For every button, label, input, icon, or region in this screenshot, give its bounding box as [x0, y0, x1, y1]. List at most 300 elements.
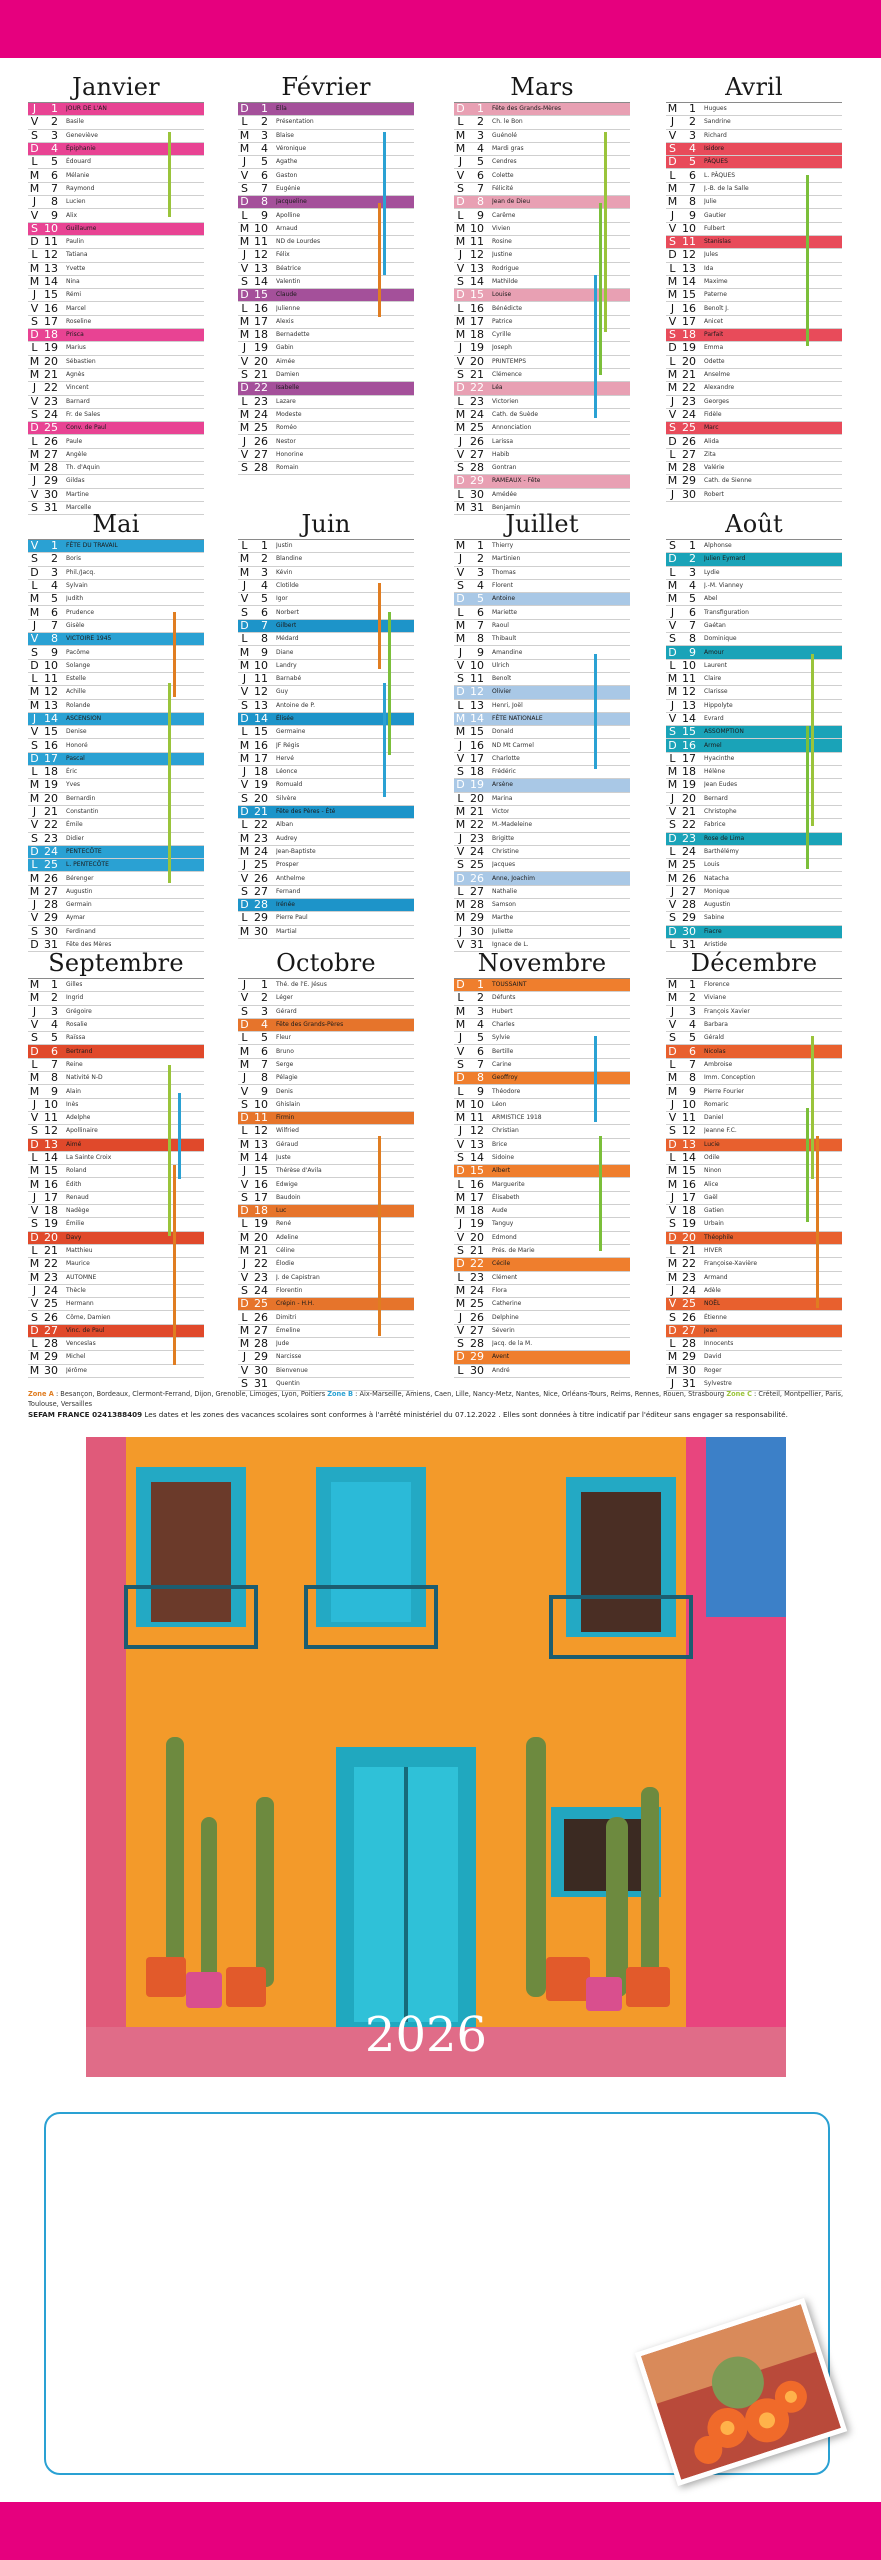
saint-name: Clarisse — [704, 688, 728, 696]
weekday-letter: V — [456, 751, 465, 765]
saint-name: Zita — [704, 450, 716, 458]
saint-name: Maurice — [66, 1260, 90, 1268]
day-number: 1 — [51, 539, 58, 553]
weekday-letter: S — [241, 1377, 248, 1391]
day-row — [238, 369, 414, 382]
holiday-zone-bar — [594, 1036, 597, 1122]
day-row — [666, 1032, 842, 1045]
weekday-letter: V — [30, 1297, 39, 1311]
day-row — [666, 263, 842, 276]
saint-name: Jeanne F.C. — [704, 1127, 737, 1135]
day-row — [28, 899, 204, 912]
saint-name: Thérèse d'Avila — [276, 1167, 322, 1175]
day-number: 9 — [261, 208, 268, 222]
day-number: 13 — [470, 261, 484, 275]
day-row — [28, 1019, 204, 1032]
day-row — [28, 1072, 204, 1085]
day-number: 28 — [682, 461, 696, 475]
saint-name: Léon — [492, 1100, 507, 1108]
saint-name: Nativité N-D — [66, 1074, 103, 1082]
weekday-letter: D — [456, 978, 465, 992]
day-number: 1 — [51, 978, 58, 992]
saint-name: Inès — [66, 1100, 79, 1108]
saint-name: Silvère — [276, 794, 297, 802]
day-row — [666, 1365, 842, 1378]
day-number: 2 — [51, 552, 58, 566]
day-row — [28, 886, 204, 899]
weekday-letter: M — [667, 765, 678, 779]
weekday-letter: J — [242, 434, 247, 448]
weekday-letter: L — [457, 394, 464, 408]
saint-name: Edwige — [276, 1180, 298, 1188]
weekday-letter: L — [31, 765, 38, 779]
day-row — [454, 1285, 630, 1298]
day-number: 31 — [470, 501, 484, 515]
saint-name: François Xavier — [704, 1007, 750, 1015]
day-number: 4 — [51, 579, 58, 593]
saint-name: Monique — [704, 887, 730, 895]
day-row — [666, 329, 842, 342]
saint-name: PRINTEMPS — [492, 357, 527, 365]
day-number: 24 — [470, 844, 484, 858]
day-number: 24 — [682, 407, 696, 421]
saint-name: Gisèle — [66, 621, 85, 629]
day-row — [454, 1085, 630, 1098]
day-number: 7 — [51, 181, 58, 195]
weekday-letter: M — [455, 1204, 466, 1218]
saint-name: Fête des Grands-Pères — [276, 1021, 344, 1029]
day-number: 27 — [254, 884, 268, 898]
saint-name: Prisca — [66, 331, 84, 339]
saint-name: Nestor — [276, 437, 296, 445]
day-number: 29 — [254, 911, 268, 925]
day-row — [666, 462, 842, 475]
weekday-letter: D — [240, 1018, 249, 1032]
weekday-letter: D — [240, 1111, 249, 1125]
day-row — [28, 289, 204, 302]
weekday-letter: L — [31, 1057, 38, 1071]
saint-name: Élodie — [276, 1260, 295, 1268]
saint-name: Michel — [66, 1353, 86, 1361]
day-number: 3 — [261, 1004, 268, 1018]
day-number: 14 — [44, 712, 58, 725]
day-number: 8 — [477, 195, 484, 209]
day-number: 8 — [477, 1071, 484, 1085]
saint-name: Stanislas — [704, 238, 731, 246]
day-number: 27 — [254, 447, 268, 461]
day-list — [238, 102, 414, 475]
saint-name: Conv. de Paul — [66, 424, 107, 432]
saint-name: Denis — [276, 1087, 293, 1095]
weekday-letter: D — [30, 1230, 39, 1244]
day-row — [28, 620, 204, 633]
day-number: 1 — [477, 539, 484, 553]
day-number: 19 — [682, 341, 696, 355]
day-row — [238, 1285, 414, 1298]
weekday-letter: S — [241, 368, 248, 382]
weekday-letter: J — [32, 1097, 37, 1111]
day-number: 26 — [470, 871, 484, 885]
zones-line — [28, 1389, 853, 1409]
day-list — [666, 978, 842, 1391]
weekday-letter: J — [242, 341, 247, 355]
weekday-letter: J — [242, 1350, 247, 1364]
saint-name: Habib — [492, 450, 510, 458]
day-row — [666, 646, 842, 659]
day-number: 8 — [51, 195, 58, 209]
day-number: 21 — [682, 805, 696, 819]
weekday-letter: V — [240, 685, 249, 699]
day-row — [238, 462, 414, 475]
day-row — [28, 606, 204, 619]
day-number: 21 — [44, 1244, 58, 1258]
day-row — [666, 673, 842, 686]
day-row — [28, 1032, 204, 1045]
day-number: 18 — [44, 1204, 58, 1218]
day-number: 22 — [254, 1257, 268, 1271]
saint-name: Landry — [276, 661, 297, 669]
saint-name: Gaston — [276, 171, 298, 179]
weekday-letter: J — [458, 1217, 463, 1231]
weekday-letter: D — [30, 658, 39, 672]
saint-name: Félicité — [492, 184, 514, 192]
day-number: 17 — [470, 314, 484, 328]
day-number: 30 — [682, 487, 696, 501]
day-row — [666, 1325, 842, 1338]
weekday-letter: L — [31, 434, 38, 448]
weekday-letter: D — [668, 552, 677, 566]
saint-name: Rodrigue — [492, 264, 519, 272]
day-number: 12 — [254, 248, 268, 262]
day-row — [454, 422, 630, 435]
saint-name: J.-B. de la Salle — [704, 184, 749, 192]
day-number: 14 — [254, 275, 268, 288]
weekday-letter: M — [455, 314, 466, 328]
day-row — [666, 169, 842, 182]
saint-name: Donald — [492, 728, 514, 736]
weekday-letter: D — [668, 155, 677, 169]
day-number: 10 — [44, 221, 58, 235]
saint-name: Angèle — [66, 450, 87, 458]
saint-name: Bérenger — [66, 874, 94, 882]
weekday-letter: J — [32, 1283, 37, 1297]
day-row — [454, 1059, 630, 1072]
day-row — [238, 1032, 414, 1045]
day-row — [238, 302, 414, 315]
day-number: 6 — [261, 1044, 268, 1058]
day-number: 20 — [682, 791, 696, 805]
day-number: 4 — [689, 579, 696, 593]
weekday-letter: M — [455, 1111, 466, 1125]
saint-name: Julie — [704, 198, 717, 206]
weekday-letter: M — [29, 1071, 40, 1085]
day-row — [238, 886, 414, 899]
day-row — [454, 660, 630, 673]
day-row — [28, 833, 204, 846]
day-row — [454, 620, 630, 633]
day-number: 19 — [682, 1217, 696, 1231]
saint-name: Sébastien — [66, 357, 96, 365]
weekday-letter: M — [29, 447, 40, 461]
day-number: 5 — [51, 155, 58, 169]
day-row — [454, 819, 630, 832]
day-row — [238, 819, 414, 832]
day-row — [28, 462, 204, 475]
weekday-letter: L — [31, 858, 38, 872]
day-number: 31 — [44, 938, 58, 952]
day-row — [28, 739, 204, 752]
day-row — [238, 449, 414, 462]
saint-name: Odette — [704, 357, 725, 365]
saint-name: Alphonse — [704, 542, 732, 550]
day-number: 29 — [682, 474, 696, 488]
day-number: 27 — [470, 1323, 484, 1337]
saint-name: Benoît — [492, 675, 512, 683]
saint-name: Bruno — [276, 1047, 294, 1055]
weekday-letter: M — [239, 1151, 250, 1164]
weekday-letter: L — [241, 632, 248, 646]
day-row — [28, 382, 204, 395]
weekday-letter: J — [32, 1004, 37, 1018]
saint-name: Rolande — [66, 701, 91, 709]
day-row — [666, 819, 842, 832]
saint-name: Aude — [492, 1207, 508, 1215]
saint-name: Didier — [66, 834, 84, 842]
saint-name: Raoul — [492, 621, 509, 629]
saint-name: Blandine — [276, 555, 303, 563]
saint-name: Ulrich — [492, 661, 510, 669]
day-number: 24 — [470, 407, 484, 421]
saint-name: Prudence — [66, 608, 95, 616]
weekday-letter: M — [29, 261, 40, 275]
day-row — [666, 209, 842, 222]
day-row — [666, 979, 842, 992]
day-row — [28, 859, 204, 872]
day-number: 20 — [44, 354, 58, 368]
day-row — [454, 926, 630, 939]
weekday-letter: S — [669, 725, 676, 739]
weekday-letter: V — [240, 871, 249, 885]
day-number: 8 — [51, 1071, 58, 1085]
day-row — [28, 819, 204, 832]
weekday-letter: M — [29, 592, 40, 606]
saint-name: Grégoire — [66, 1007, 92, 1015]
day-number: 10 — [470, 221, 484, 235]
weekday-letter: J — [458, 434, 463, 448]
day-number: 20 — [470, 354, 484, 368]
weekday-letter: J — [458, 1031, 463, 1045]
weekday-letter: V — [30, 1018, 39, 1032]
day-row — [28, 567, 204, 580]
day-row — [28, 1232, 204, 1245]
day-number: 6 — [261, 605, 268, 619]
day-number: 22 — [470, 381, 484, 395]
day-number: 12 — [44, 1124, 58, 1138]
day-number: 13 — [470, 698, 484, 712]
holiday-zone-bar — [173, 612, 176, 698]
day-number: 9 — [51, 1084, 58, 1098]
weekday-letter: L — [669, 261, 676, 275]
day-number: 19 — [254, 341, 268, 355]
saint-name: Crépin - H.H. — [276, 1300, 315, 1308]
weekday-letter: D — [456, 288, 465, 302]
day-number: 4 — [477, 1018, 484, 1032]
day-number: 4 — [51, 1018, 58, 1032]
saint-name: Honoré — [66, 741, 88, 749]
saint-name: L. PENTECÔTE — [66, 861, 109, 869]
day-row — [238, 580, 414, 593]
saint-name: Cyrille — [492, 331, 511, 339]
day-number: 20 — [470, 791, 484, 805]
day-number: 14 — [682, 712, 696, 725]
day-row — [28, 263, 204, 276]
weekday-letter: M — [29, 461, 40, 475]
weekday-letter: M — [667, 381, 678, 395]
weekday-letter: S — [241, 1190, 248, 1204]
weekday-letter: D — [668, 1230, 677, 1244]
saint-name: PENTECÔTE — [66, 847, 102, 855]
month-octobre — [238, 948, 414, 1391]
saint-name: Apolline — [276, 211, 301, 219]
weekday-letter: M — [29, 368, 40, 382]
saint-name: Anselme — [704, 371, 730, 379]
weekday-letter: D — [240, 381, 249, 395]
weekday-letter: L — [457, 605, 464, 619]
day-number: 16 — [682, 738, 696, 752]
day-row — [238, 779, 414, 792]
saint-name: Vinc. de Paul — [66, 1326, 105, 1334]
day-row — [666, 302, 842, 315]
saint-name: Mardi gras — [492, 145, 524, 153]
weekday-letter: M — [455, 1297, 466, 1311]
day-row — [666, 793, 842, 806]
day-number: 25 — [44, 858, 58, 872]
weekday-letter: S — [669, 1031, 676, 1045]
weekday-letter: V — [240, 447, 249, 461]
day-number: 29 — [470, 474, 484, 488]
saint-name: Anne, Joachim — [492, 874, 535, 882]
day-row — [238, 223, 414, 236]
saint-name: Élisée — [276, 715, 294, 722]
saint-name: Reine — [66, 1060, 83, 1068]
day-number: 7 — [689, 1057, 696, 1071]
day-row — [666, 276, 842, 289]
day-row — [666, 806, 842, 819]
day-number: 17 — [682, 1190, 696, 1204]
weekday-letter: L — [31, 341, 38, 355]
weekday-letter: M — [29, 698, 40, 712]
saint-name: Marc — [704, 424, 719, 432]
day-number: 5 — [261, 1031, 268, 1045]
day-row — [28, 593, 204, 606]
day-row — [238, 1178, 414, 1191]
weekday-letter: V — [30, 725, 39, 739]
day-number: 23 — [470, 831, 484, 845]
day-row — [454, 1072, 630, 1085]
saint-name: Marcelle — [66, 504, 92, 512]
weekday-letter: L — [241, 115, 248, 129]
saint-name: Georges — [704, 397, 729, 405]
saint-name: Clotilde — [276, 582, 299, 590]
day-list — [454, 978, 630, 1378]
weekday-letter: S — [457, 181, 464, 195]
saint-name: Firmin — [276, 1114, 295, 1122]
saint-name: Marcel — [66, 304, 86, 312]
weekday-letter: L — [669, 938, 676, 952]
day-row — [28, 1218, 204, 1231]
day-number: 20 — [682, 354, 696, 368]
day-number: 16 — [44, 738, 58, 752]
saint-name: Alice — [704, 1180, 719, 1188]
day-row — [28, 369, 204, 382]
day-row — [666, 196, 842, 209]
weekday-letter: V — [456, 1137, 465, 1151]
month-title: Mars — [510, 73, 574, 101]
holiday-zone-bar — [378, 583, 381, 669]
day-number: 5 — [261, 155, 268, 169]
day-number: 8 — [689, 632, 696, 646]
weekday-letter: V — [668, 314, 677, 328]
weekday-letter: M — [667, 991, 678, 1005]
weekday-letter: D — [240, 805, 249, 819]
saint-name: Imm. Conception — [704, 1074, 756, 1082]
weekday-letter: J — [32, 712, 37, 725]
day-row — [238, 1139, 414, 1152]
saint-name: Hyacinthe — [704, 754, 735, 762]
weekday-letter: L — [457, 208, 464, 222]
day-number: 17 — [44, 314, 58, 328]
saint-name: ND Mt Carmel — [492, 741, 534, 749]
saint-name: Claire — [704, 675, 722, 683]
day-row — [666, 422, 842, 435]
saint-name: Ghislain — [276, 1100, 301, 1108]
day-number: 23 — [254, 1270, 268, 1284]
weekday-letter: M — [455, 1004, 466, 1018]
day-row — [28, 806, 204, 819]
saint-name: J. de Capistran — [276, 1273, 320, 1281]
saint-name: Amandine — [492, 648, 523, 656]
day-number: 24 — [682, 1283, 696, 1297]
weekday-letter: J — [670, 487, 675, 501]
saint-name: Clémence — [492, 371, 522, 379]
weekday-letter: D — [456, 474, 465, 488]
saint-name: Emma — [704, 344, 724, 352]
day-row — [28, 1178, 204, 1191]
saint-name: Guénolé — [492, 131, 517, 139]
day-row — [454, 886, 630, 899]
saint-name: Charles — [492, 1021, 515, 1029]
day-list — [666, 539, 842, 952]
saint-name: Gildas — [66, 477, 85, 485]
day-number: 23 — [682, 1270, 696, 1284]
day-number: 20 — [44, 1230, 58, 1244]
day-number: 25 — [682, 858, 696, 872]
saint-name: Raymond — [66, 184, 95, 192]
day-row — [28, 553, 204, 566]
day-row — [238, 316, 414, 329]
day-row — [28, 143, 204, 156]
weekday-letter: M — [239, 924, 250, 938]
saint-name: Léonce — [276, 768, 298, 776]
weekday-letter: V — [240, 168, 249, 182]
day-number: 5 — [51, 592, 58, 606]
day-number: 15 — [470, 288, 484, 302]
weekday-letter: L — [457, 1270, 464, 1284]
saint-name: Colette — [492, 171, 514, 179]
weekday-letter: S — [457, 579, 464, 593]
day-row — [238, 1085, 414, 1098]
day-row — [454, 449, 630, 462]
